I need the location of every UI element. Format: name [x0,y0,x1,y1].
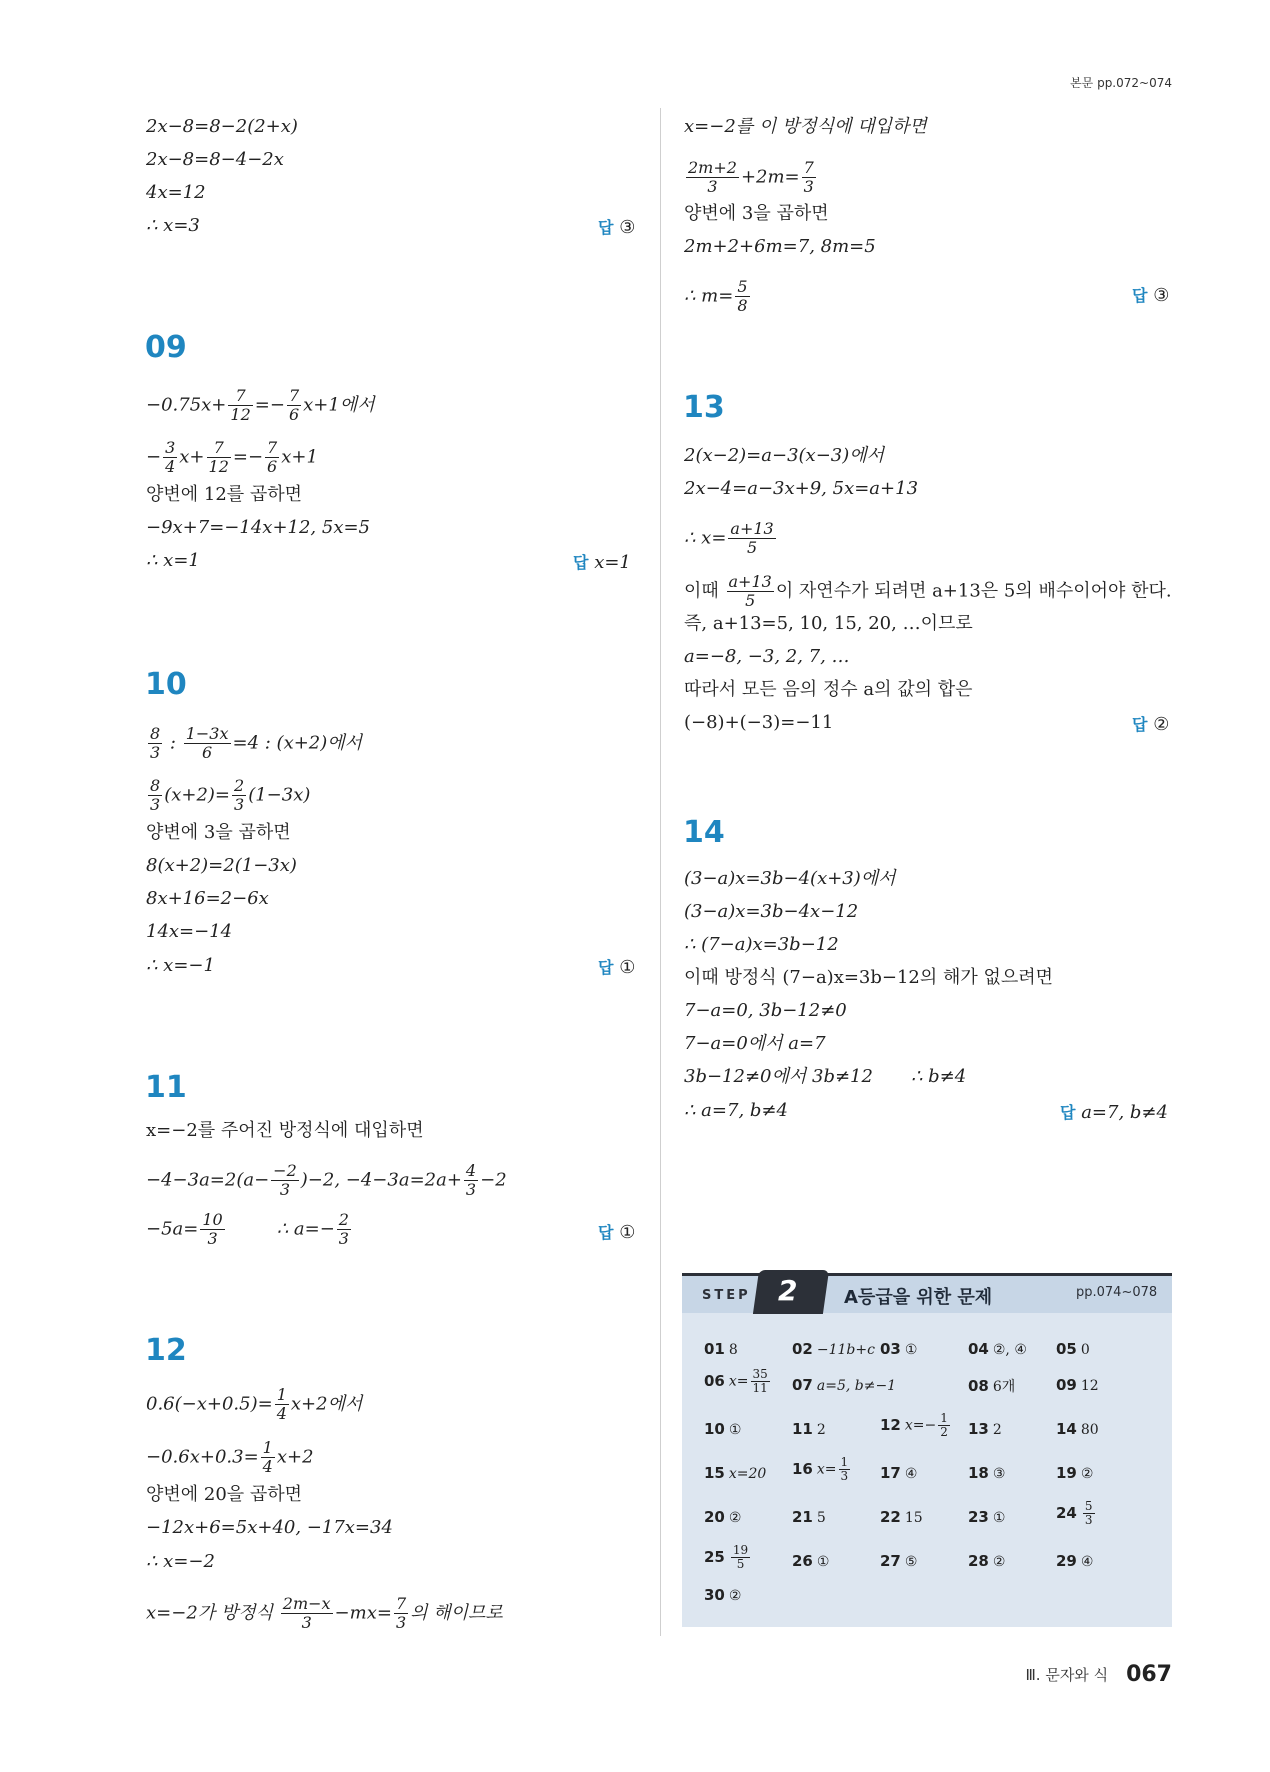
answer-item: 12 x=− $\frac{1}{2}$ [880,1411,948,1439]
fraction: $\frac{1}{3}$ [840,1455,849,1483]
text-line: ∴ x=−2 [146,1551,215,1572]
answer-label: 답 [573,553,589,572]
answer-item: 13 2 [968,1420,1002,1438]
text-line: 양변에 3을 곱하면 [146,822,291,843]
step-box-background [682,1273,1172,1627]
answer-item: 10 ① [704,1420,742,1438]
chapter-label: Ⅲ. 문자와 식 [1025,1666,1109,1684]
text-line: x=−2가 방정식 $\frac{2m-x}{3}$ −mx= $\frac{7}{3}$ 의 해이므로 [146,1594,503,1632]
text-line: (3−a)x=3b−4(x+3)에서 [684,868,896,889]
answer-item: 03 ① [880,1340,918,1358]
text-line: −0.6x+0.3= $\frac{1}{4}$ x+2 [146,1438,314,1476]
answer-value: ③ [1153,285,1170,306]
text-line: 양변에 12를 곱하면 [146,484,303,505]
fraction: $\frac{7}{12}$ [208,438,229,476]
step-title: A등급을 위한 문제 [844,1287,993,1308]
answer [1132,712,1169,735]
fraction: $\frac{-2}{3}$ [273,1161,297,1199]
fraction: $\frac{3}{4}$ [165,438,176,476]
fraction: $\frac{2m-x}{3}$ [282,1594,331,1632]
answer-item: 23 ① [968,1508,1006,1526]
text-line: 2x−8=8−4−2x [146,149,284,170]
problem-number: 13 [683,390,725,425]
answer-item: 01 8 [704,1340,738,1358]
answer-label: 답 [1132,286,1148,305]
answer-item: 11 2 [792,1420,826,1438]
answer-label: 답 [1060,1103,1076,1122]
text-line: −12x+6=5x+40, −17x=34 [146,1517,393,1538]
answer [598,1220,635,1243]
fraction: $\frac{2}{3}$ [338,1210,349,1248]
answer-item: 06 x= $\frac{35}{11}$ [704,1367,768,1395]
fraction: $\frac{7}{6}$ [288,386,300,424]
answer-value: a=7, b≠4 [1081,1102,1168,1123]
problem-number: 11 [145,1070,187,1105]
page-footer [1025,1662,1172,1687]
text-line: ∴ x= $\frac{a+13}{5}$ [684,519,774,557]
text-line: 양변에 20을 곱하면 [146,1484,303,1505]
answer-item: 22 15 [880,1508,923,1526]
answer-label: 답 [598,218,614,237]
text-line: $\frac{2m+2}{3}$ +2m= $\frac{7}{3}$ [688,158,814,196]
answer-item: 15 x=20 [704,1464,767,1482]
text-line: 8(x+2)=2(1−3x) [146,855,297,876]
text-line: −9x+7=−14x+12, 5x=5 [146,517,371,538]
answer-item: 17 ④ [880,1464,918,1482]
text-line: $\frac{8}{3}$ (x+2)= $\frac{2}{3}$ (1−3x) [150,776,311,814]
text-line: 7−a=0에서 a=7 [684,1033,826,1054]
answer-item: 02 −11b+c [792,1340,875,1358]
answer [573,550,631,573]
text-line: 7−a=0, 3b−12≠0 [684,1000,847,1021]
fraction: $\frac{7}{12}$ [230,386,251,424]
fraction: $\frac{5}{8}$ [737,277,748,315]
text-line: − $\frac{3}{4}$ x+ $\frac{7}{12}$ =− $\frac{7}{6}$ x+1 [146,438,318,476]
text-line: −0.75x+ $\frac{7}{12}$ =− $\frac{7}{6}$ x+1에서 [146,386,375,424]
fraction: $\frac{1}{4}$ [262,1438,273,1476]
fraction: $\frac{a+13}{5}$ [730,519,774,557]
text-line: 2x−8=8−2(2+x) [146,116,298,137]
text-line: ∴ a=7, b≠4 [684,1100,788,1121]
answer-item: 28 ② [968,1552,1006,1570]
answer-value: ② [1153,714,1170,735]
problem-number: 12 [145,1333,187,1368]
text-line: 8x+16=2−6x [146,888,269,909]
fraction: $\frac{5}{3}$ [1084,1499,1093,1527]
answer-item: 30 ② [704,1586,742,1604]
answer-item: 05 0 [1056,1340,1090,1358]
answer-label: 답 [598,958,614,977]
problem-number: 14 [683,815,725,850]
text-line: (3−a)x=3b−4x−12 [684,901,859,922]
problem-number: 09 [145,330,187,365]
text-line: ∴ (7−a)x=3b−12 [684,934,839,955]
step-label: STEP [702,1288,751,1303]
text-line: 이때 방정식 (7−a)x=3b−12의 해가 없으려면 [684,967,1054,988]
fraction: $\frac{2}{3}$ [234,776,245,814]
column-divider [660,108,661,1636]
fraction: $\frac{1}{4}$ [276,1385,287,1423]
answer [1060,1100,1168,1123]
answer-item: 09 12 [1056,1376,1099,1394]
text-line: 2x−4=a−3x+9, 5x=a+13 [684,478,919,499]
answer [598,215,635,238]
fraction: $\frac{8}{3}$ [150,724,161,762]
text-line: 2m+2+6m=7, 8m=5 [684,236,876,257]
text-line: a=−8, −3, 2, 7, … [684,646,850,667]
answer-item: 29 ④ [1056,1552,1094,1570]
text-line: 양변에 3을 곱하면 [684,203,829,224]
answer-value: ③ [619,217,636,238]
answer-label: 답 [1132,715,1148,734]
answer-value: ① [619,1222,636,1243]
answer-item: 19 ② [1056,1464,1094,1482]
text-line: 따라서 모든 음의 정수 a의 값의 합은 [684,679,973,700]
fraction: $\frac{a+13}{5}$ [728,572,772,610]
answer-item: 21 5 [792,1508,826,1526]
answer-item: 18 ③ [968,1464,1006,1482]
problem-number: 10 [145,667,187,702]
text-line: 2(x−2)=a−3(x−3)에서 [684,445,885,466]
text-line: 3b−12≠0에서 3b≠12 ∴ b≠4 [684,1066,967,1087]
answer-item: 04 ②, ④ [968,1340,1027,1358]
answer-item: 27 ⑤ [880,1552,918,1570]
text-line: −5a= $\frac{10}{3}$ ∴ a=− $\frac{2}{3}$ [146,1210,349,1248]
fraction: $\frac{2m+2}{3}$ [688,158,737,196]
text-line: 14x=−14 [146,921,233,942]
answer [1132,283,1169,306]
fraction: $\frac{19}{5}$ [732,1543,749,1571]
answer [598,955,635,978]
answer-item: 08 6개 [968,1377,1016,1395]
text-line: (−8)+(−3)=−11 [684,712,834,733]
fraction: $\frac{7}{6}$ [267,438,278,476]
answer-value: ① [619,957,636,978]
text-line: ∴ x=3 [146,215,200,236]
step-page-range: pp.074~078 [1076,1285,1158,1300]
header-page-range: 본문 pp.072~074 [1070,76,1172,90]
answer-item: 20 ② [704,1508,742,1526]
text-line: x=−2를 주어진 방정식에 대입하면 [146,1120,424,1141]
text-line: −4−3a=2(a− $\frac{-2}{3}$ )−2, −4−3a=2a+ $\frac{4}{3}$ −2 [146,1161,507,1199]
fraction: $\frac{10}{3}$ [202,1210,223,1248]
fraction: $\frac{4}{3}$ [465,1161,477,1199]
answer-item: 26 ① [792,1552,830,1570]
fraction: $\frac{7}{3}$ [395,1594,407,1632]
answer-item: 16 x= $\frac{1}{3}$ [792,1455,849,1483]
text-line: 4x=12 [146,182,206,203]
text-line: ∴ x=−1 [146,955,215,976]
fraction: $\frac{1-3x}{6}$ [185,724,229,762]
step-number: 2 [778,1274,798,1307]
answer-item: 07 a=5, b≠−1 [792,1376,897,1394]
fraction: $\frac{8}{3}$ [150,776,161,814]
text-line: 즉, a+13=5, 10, 15, 20, …이므로 [684,613,973,634]
page-number: 067 [1126,1662,1172,1687]
answer-item: 25 $\frac{19}{5}$ [704,1543,749,1571]
fraction: $\frac{1}{2}$ [940,1411,948,1439]
answer-label: 답 [598,1223,614,1242]
answer-item: 14 80 [1056,1420,1099,1438]
answer-item: 24 $\frac{5}{3}$ [1056,1499,1093,1527]
text-line: ∴ m= $\frac{5}{8}$ [684,277,748,315]
fraction: $\frac{7}{3}$ [803,158,814,196]
text-line: 0.6(−x+0.5)= $\frac{1}{4}$ x+2에서 [146,1385,363,1423]
text-line: x=−2를 이 방정식에 대입하면 [684,116,927,137]
fraction: $\frac{35}{11}$ [752,1367,768,1395]
text-line: ∴ x=1 [146,550,200,571]
answer-value: x=1 [594,552,631,573]
text-line: 이때 $\frac{a+13}{5}$ 이 자연수가 되려면 a+13은 5의 배수이어야 한다. [684,572,1172,610]
text-line: $\frac{8}{3}$ : $\frac{1-3x}{6}$ =4 : (x+2)에서 [150,724,363,762]
